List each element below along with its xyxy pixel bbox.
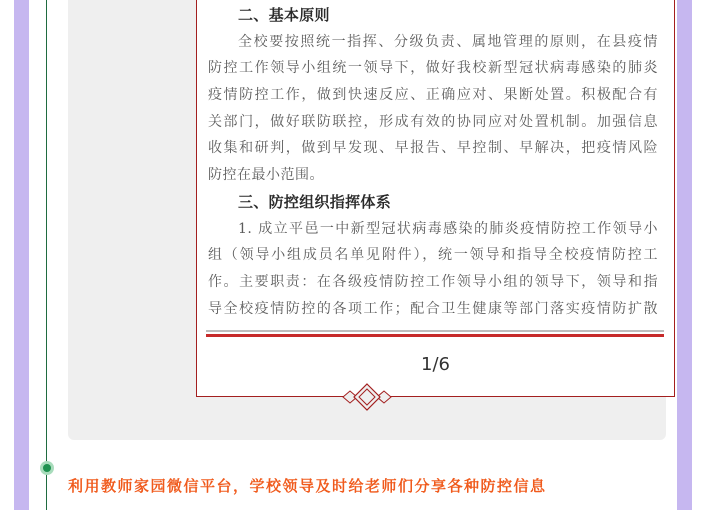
section-heading-principles: 二、基本原则 xyxy=(238,6,330,24)
document-line: 组（领导小组成员名单见附件），统一领导和指导全校疫情防控工 xyxy=(208,247,658,264)
document-line: 关部门，做好联防联控，形成有效的协同应对处置机制。加强信息 xyxy=(208,113,658,130)
timeline-dot-icon xyxy=(40,461,54,475)
document-line: 1. 成立平邑一中新型冠状病毒感染的肺炎疫情防控工作领导小 xyxy=(238,220,658,237)
document-line: 收集和研判，做到早发现、早报告、早控制、早解决，把疫情风险 xyxy=(208,140,658,157)
right-side-band xyxy=(677,0,692,510)
timeline-line xyxy=(46,0,47,510)
gallery-card xyxy=(68,0,666,440)
document-line: 作。主要职责：在各级疫情防控工作领导小组的领导下，领导和指 xyxy=(208,273,658,290)
document-line: 防控工作领导小组统一领导下，做好我校新型冠状病毒感染的肺炎 xyxy=(208,60,658,77)
page-indicator: 1/6 xyxy=(421,354,450,375)
section-caption: 利用教师家园微信平台，学校领导及时给老师们分享各种防控信息 xyxy=(68,477,547,495)
document-line: 导全校疫情防控的各项工作；配合卫生健康等部门落实疫情防扩散 xyxy=(208,300,658,317)
document-text xyxy=(208,2,658,322)
left-side-band xyxy=(14,0,29,510)
document-line: 防控在最小范围。 xyxy=(208,167,324,184)
divider-red xyxy=(206,334,664,337)
document-line: 全校要按照统一指挥、分级负责、属地管理的原则，在县疫情 xyxy=(238,33,658,50)
diamond-ornament-icon xyxy=(340,383,394,411)
section-heading-organization: 三、防控组织指挥体系 xyxy=(238,192,392,211)
document-line: 疫情防控工作，做到快速反应、正确应对、果断处置。积极配合有 xyxy=(208,87,658,104)
divider-gray xyxy=(206,330,664,332)
document-slide[interactable] xyxy=(196,0,675,397)
